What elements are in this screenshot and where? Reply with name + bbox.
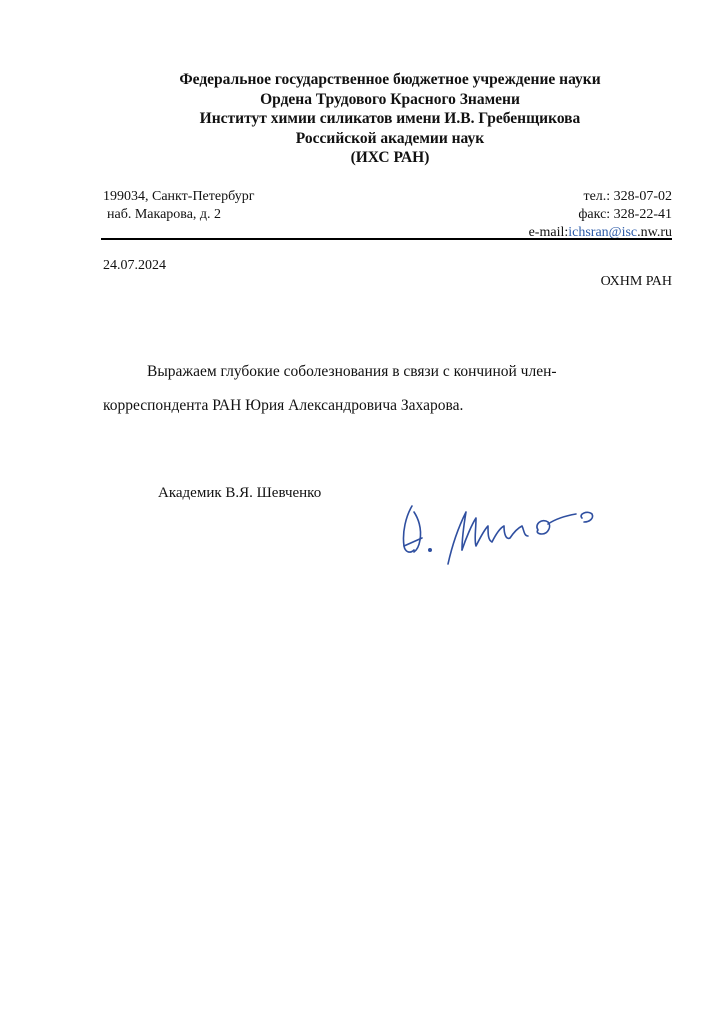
address-city: 199034, Санкт-Петербург [103,189,255,204]
postal-address [103,188,254,224]
handwritten-signature [392,494,617,572]
contact-block [529,188,672,242]
signatory-name: Академик В.Я. Шевченко [158,485,322,501]
org-line-1: Федеральное государственное бюджетное учреждение науки [179,71,601,88]
body-line-2: корреспондента РАН Юрия Александровича Захарова. [103,397,464,414]
letter-body [103,355,603,423]
email-prefix: e-mail: [528,225,569,240]
fax-number: факс: 328-22-41 [578,207,672,222]
address-street: наб. Макарова, д. 2 [107,207,222,222]
body-line-1: Выражаем глубокие соболезнования в связи с кончиной член- [147,363,557,380]
phone-number: тел.: 328-07-02 [583,189,672,204]
org-line-2: Ордена Трудового Красного Знамени [260,90,520,108]
org-line-5: (ИХС РАН) [350,149,430,166]
letterhead [60,70,720,168]
email-link[interactable]: ichsran@isc [568,225,638,240]
recipient: ОХНМ РАН [600,274,672,289]
email-domain: .nw.ru [637,225,672,240]
org-line-3: Институт химии силикатов имени И.В. Гребенщикова [199,110,581,127]
letter-date: 24.07.2024 [103,258,166,273]
org-line-4: Российской академии наук [295,129,485,147]
header-divider [101,238,672,240]
